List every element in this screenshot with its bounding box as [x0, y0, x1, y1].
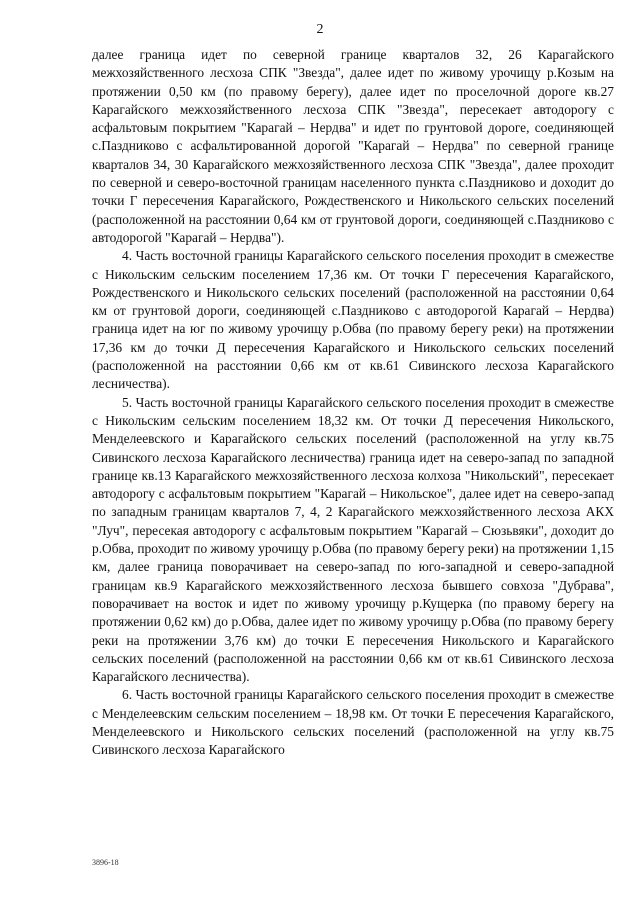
paragraph-section-4: 4. Часть восточной границы Карагайского сельского поселения проходит в смежестве с Никольским сельским поселением 17,36 км. От точки Г пересечения Карагайского, Рождественского и Никольского сельских поселений (расположенной на расстоянии 0,64 км от грунтовой дороги, соединяющей с.Паздниково с автодорогой Карагай – Нердва) граница идет на юг по живому урочищу р.Обва (по правому берегу реки) на протяжении 17,36 км до точки Д пересечения Карагайского и Никольского сельских поселений (расположенной на расстоянии 0,66 км от кв.61 Сивинского лесхоза Карагайского лесничества).: [92, 248, 614, 392]
paragraph-section-5: 5. Часть восточной границы Карагайского сельского поселения проходит в смежестве с Никольским сельским поселением 18,32 км. От точки Д пересечения Никольского, Менделеевского и Карагайского сельских поселений (расположенной на углу кв.75 Сивинского лесхоза Карагайского лесничества) граница идет на северо-запад по западной границе кв.13 Карагайского межхозяйственного лесхоза колхоза "Никольский", пересекает автодорогу с асфальтовым покрытием "Карагай – Никольское", далее идет на северо-запад по западным границам кварталов 7, 4, 2 Карагайского межхозяйственного лесхоза АКХ "Луч", пересекая автодорогу с асфальтовым покрытием "Карагай – Сюзьвяки", доходит до р.Обва, проходит по живому урочищу р.Обва (по правому берегу реки) на протяжении 1,15 км, далее граница поворачивает на северо-запад по юго-западной и северо-западной границам кв.9 Карагайского межхозяйственного лесхоза бывшего совхоза "Дубрава", поворачивает на восток и идет по живому урочищу р.Кущерка (по правому берегу на протяжении 0,62 км) до р.Обва, далее идет по живому урочищу р.Обва (по правому берегу реки на протяжении 3,76 км) до точки Е пересечения Никольского и Карагайского сельских поселений (расположенной на расстоянии 0,66 км от кв.61 Сивинского лесхоза Карагайского лесничества).: [92, 394, 614, 685]
document-code: 3896-18: [92, 858, 119, 867]
page-number: 2: [316, 22, 324, 37]
paragraph-section-6: 6. Часть восточной границы Карагайского сельского поселения проходит в смежестве с Менделеевским сельским поселением – 18,98 км. От точки Е пересечения Карагайского, Менделеевского и Никольского сельских поселений (расположенной на углу кв.75 Сивинского лесхоза Карагайского: [92, 687, 614, 758]
document-body: [92, 46, 614, 760]
paragraph-continuation: далее граница идет по северной границе кварталов 32, 26 Карагайского межхозяйственного лесхоза СПК "Звезда", далее идет по живому урочищу р.Козым на протяжении 0,50 км (по правому берегу), далее идет по проселочной дороге кв.27 Карагайского межхозяйственного лесхоза СПК "Звезда", пересекает автодорогу с асфальтовым покрытием "Карагай – Нердва" и идет по грунтовой дороге, соединяющей с.Паздниково с асфальтированной дорогой "Карагай – Нердва" по северной границе кварталов 34, 30 Карагайского межхозяйственного лесхоза СПК "Звезда", далее проходит по северной и северо-восточной границам населенного пункта с.Паздниково и доходит до точки Г пересечения Карагайского, Рождественского и Никольского сельских поселений (расположенной на расстоянии 0,64 км от грунтовой дороги, соединяющей с.Паздниково с автодорогой "Карагай – Нердва").: [92, 47, 614, 245]
